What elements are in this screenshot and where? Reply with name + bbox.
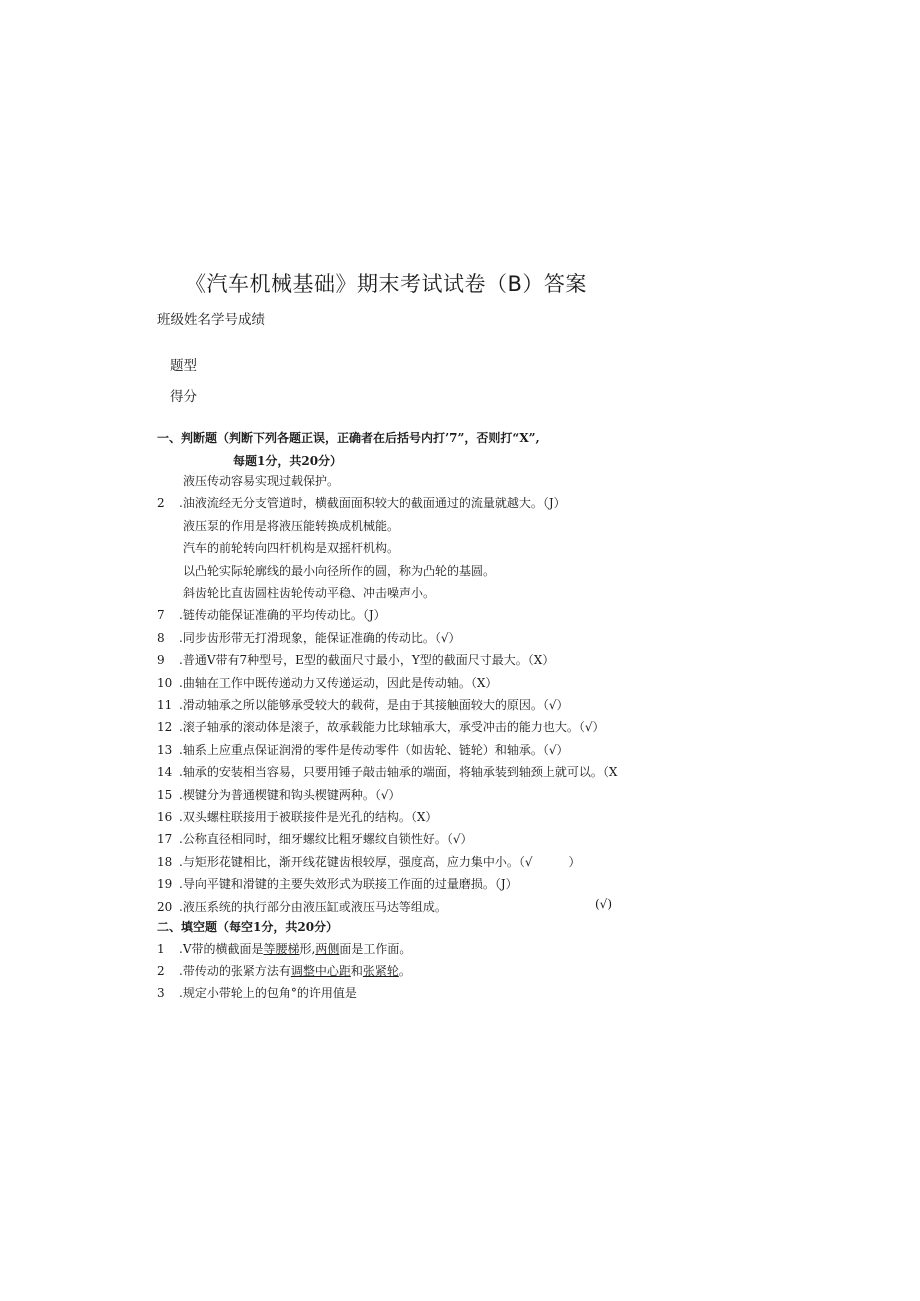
- judgement-item: [157, 607, 386, 623]
- question-text: 面是工作面。: [339, 942, 412, 956]
- section2-heading: 二、填空题（每空1分，共20分）: [157, 920, 339, 934]
- judgement-item: [183, 473, 339, 489]
- item-text: 液压泵的作用是将液压能转换成机械能。: [183, 519, 400, 533]
- question-text: .规定小带轮上的包角°的许用值是: [179, 986, 357, 1000]
- item-text: .轴系上应重点保证润滑的零件是传动零件（如齿轮、链轮）和轴承。（√）: [179, 743, 569, 757]
- page-title: 《汽车机械基础》期末考试试卷（B）答案: [185, 272, 587, 296]
- judgement-item: [157, 719, 604, 735]
- item-text: .公称直径相同时，细牙螺纹比粗牙螺纹自锁性好。（√）: [179, 832, 473, 846]
- item-text: .同步齿形带无打滑现象，能保证准确的传动比。（√）: [179, 631, 461, 645]
- item-text: .滚子轴承的滚动体是滚子，故承载能力比球轴承大，承受冲击的能力也大。（√）: [179, 720, 605, 734]
- question-number: 2: [157, 964, 165, 978]
- question-text: 。: [398, 964, 411, 978]
- question-text: 形,: [299, 942, 316, 956]
- student-info-line: 班级姓名学号成绩: [157, 312, 265, 328]
- judgement-item: [183, 563, 495, 579]
- item-text: .轴承的安装相当容易，只要用锤子敲击轴承的端面，将轴承装到轴颈上就可以。（X: [179, 765, 618, 779]
- section1-heading-cont: 每题1分，共20分）: [233, 454, 343, 468]
- item-text: 液压传动容易实现过载保护。: [183, 474, 340, 488]
- question-text: .V带的横截面是: [179, 942, 264, 956]
- item-number: 10: [157, 676, 173, 690]
- fill-question-2: [157, 963, 411, 979]
- item-number: 17: [157, 832, 173, 846]
- section1-heading: 一、判断题（判断下列各题正误，正确者在后括号内打’7”，否则打“X”,: [157, 431, 540, 445]
- score-table-question-type: 题型: [170, 358, 197, 374]
- judgement-item: [157, 675, 497, 691]
- item-text: .曲轴在工作中既传递动力又传递运动，因此是传动轴。（X）: [179, 676, 498, 690]
- answer-blank: 两侧: [315, 942, 340, 956]
- judgement-item: [157, 652, 554, 668]
- judgement-item: [157, 742, 568, 758]
- item-number: 7: [157, 608, 165, 622]
- question-number: 3: [157, 986, 165, 1000]
- judgement-item: [157, 854, 580, 870]
- item-number: 19: [157, 877, 173, 891]
- item-number: 11: [157, 698, 173, 712]
- item-number: 2: [157, 496, 165, 510]
- item-text: .导向平键和滑键的主要失效形式为联接工作面的过量磨损。（J）: [179, 877, 518, 891]
- judgement-item: [157, 809, 437, 825]
- item-number: 8: [157, 631, 165, 645]
- question-text: .带传动的张紧方法有: [179, 964, 291, 978]
- answer-blank: 等腰梯: [263, 942, 300, 956]
- answer-blank: 张紧轮: [362, 964, 399, 978]
- item-number: 20: [157, 900, 173, 914]
- item-number: 16: [157, 810, 173, 824]
- judgement-item: [157, 876, 518, 892]
- item-text: 斜齿轮比直齿圆柱齿轮传动平稳、冲击噪声小。: [183, 586, 436, 600]
- judgement-item: [157, 630, 460, 646]
- item-number: 9: [157, 653, 165, 667]
- question-number: 1: [157, 942, 165, 956]
- item-number: 14: [157, 765, 173, 779]
- item-text: .链传动能保证准确的平均传动比。（J）: [179, 608, 386, 622]
- judgement-item: [183, 585, 435, 601]
- judgement-item: [157, 495, 566, 511]
- item-number: 13: [157, 743, 173, 757]
- item20-answer-mark: (√): [595, 897, 613, 911]
- question-text: 和: [350, 964, 363, 978]
- item-text: .普通V带有7种型号，E型的截面尺寸最小，Y型的截面尺寸最大。（X）: [179, 653, 555, 667]
- item-number: 18: [157, 855, 173, 869]
- judgement-item: [157, 697, 568, 713]
- item-text: .滑动轴承之所以能够承受较大的载荷，是由于其接触面较大的原因。（√）: [179, 698, 569, 712]
- judgement-item: [157, 899, 447, 915]
- item-text: .液压系统的执行部分由液压缸或液压马达等组成。: [179, 900, 447, 914]
- item-text: .与矩形花键相比，渐开线花键齿根较厚，强度高，应力集中小。（√ ）: [179, 855, 581, 869]
- item-text: .油液流经无分支管道时，横截面面积较大的截面通过的流量就越大。（J）: [179, 496, 566, 510]
- answer-blank: 调整中心距: [290, 964, 351, 978]
- judgement-item: [183, 518, 399, 534]
- item-text: 以凸轮实际轮廓线的最小向径所作的圆，称为凸轮的基圆。: [183, 564, 496, 578]
- judgement-item: [183, 540, 399, 556]
- fill-question-1: [157, 941, 411, 957]
- judgement-item: [157, 831, 472, 847]
- item-number: 15: [157, 788, 173, 802]
- item-text: .楔键分为普通楔键和钩头楔键两种。（√）: [179, 788, 401, 802]
- item-text: 汽车的前轮转向四杆机构是双摇杆机构。: [183, 541, 400, 555]
- item-number: 12: [157, 720, 173, 734]
- score-table-score: 得分: [170, 389, 197, 405]
- judgement-item: [157, 764, 617, 780]
- fill-question-3: [157, 985, 357, 1001]
- item-text: .双头螺柱联接用于被联接件是光孔的结构。（X）: [179, 810, 438, 824]
- judgement-item: [157, 787, 400, 803]
